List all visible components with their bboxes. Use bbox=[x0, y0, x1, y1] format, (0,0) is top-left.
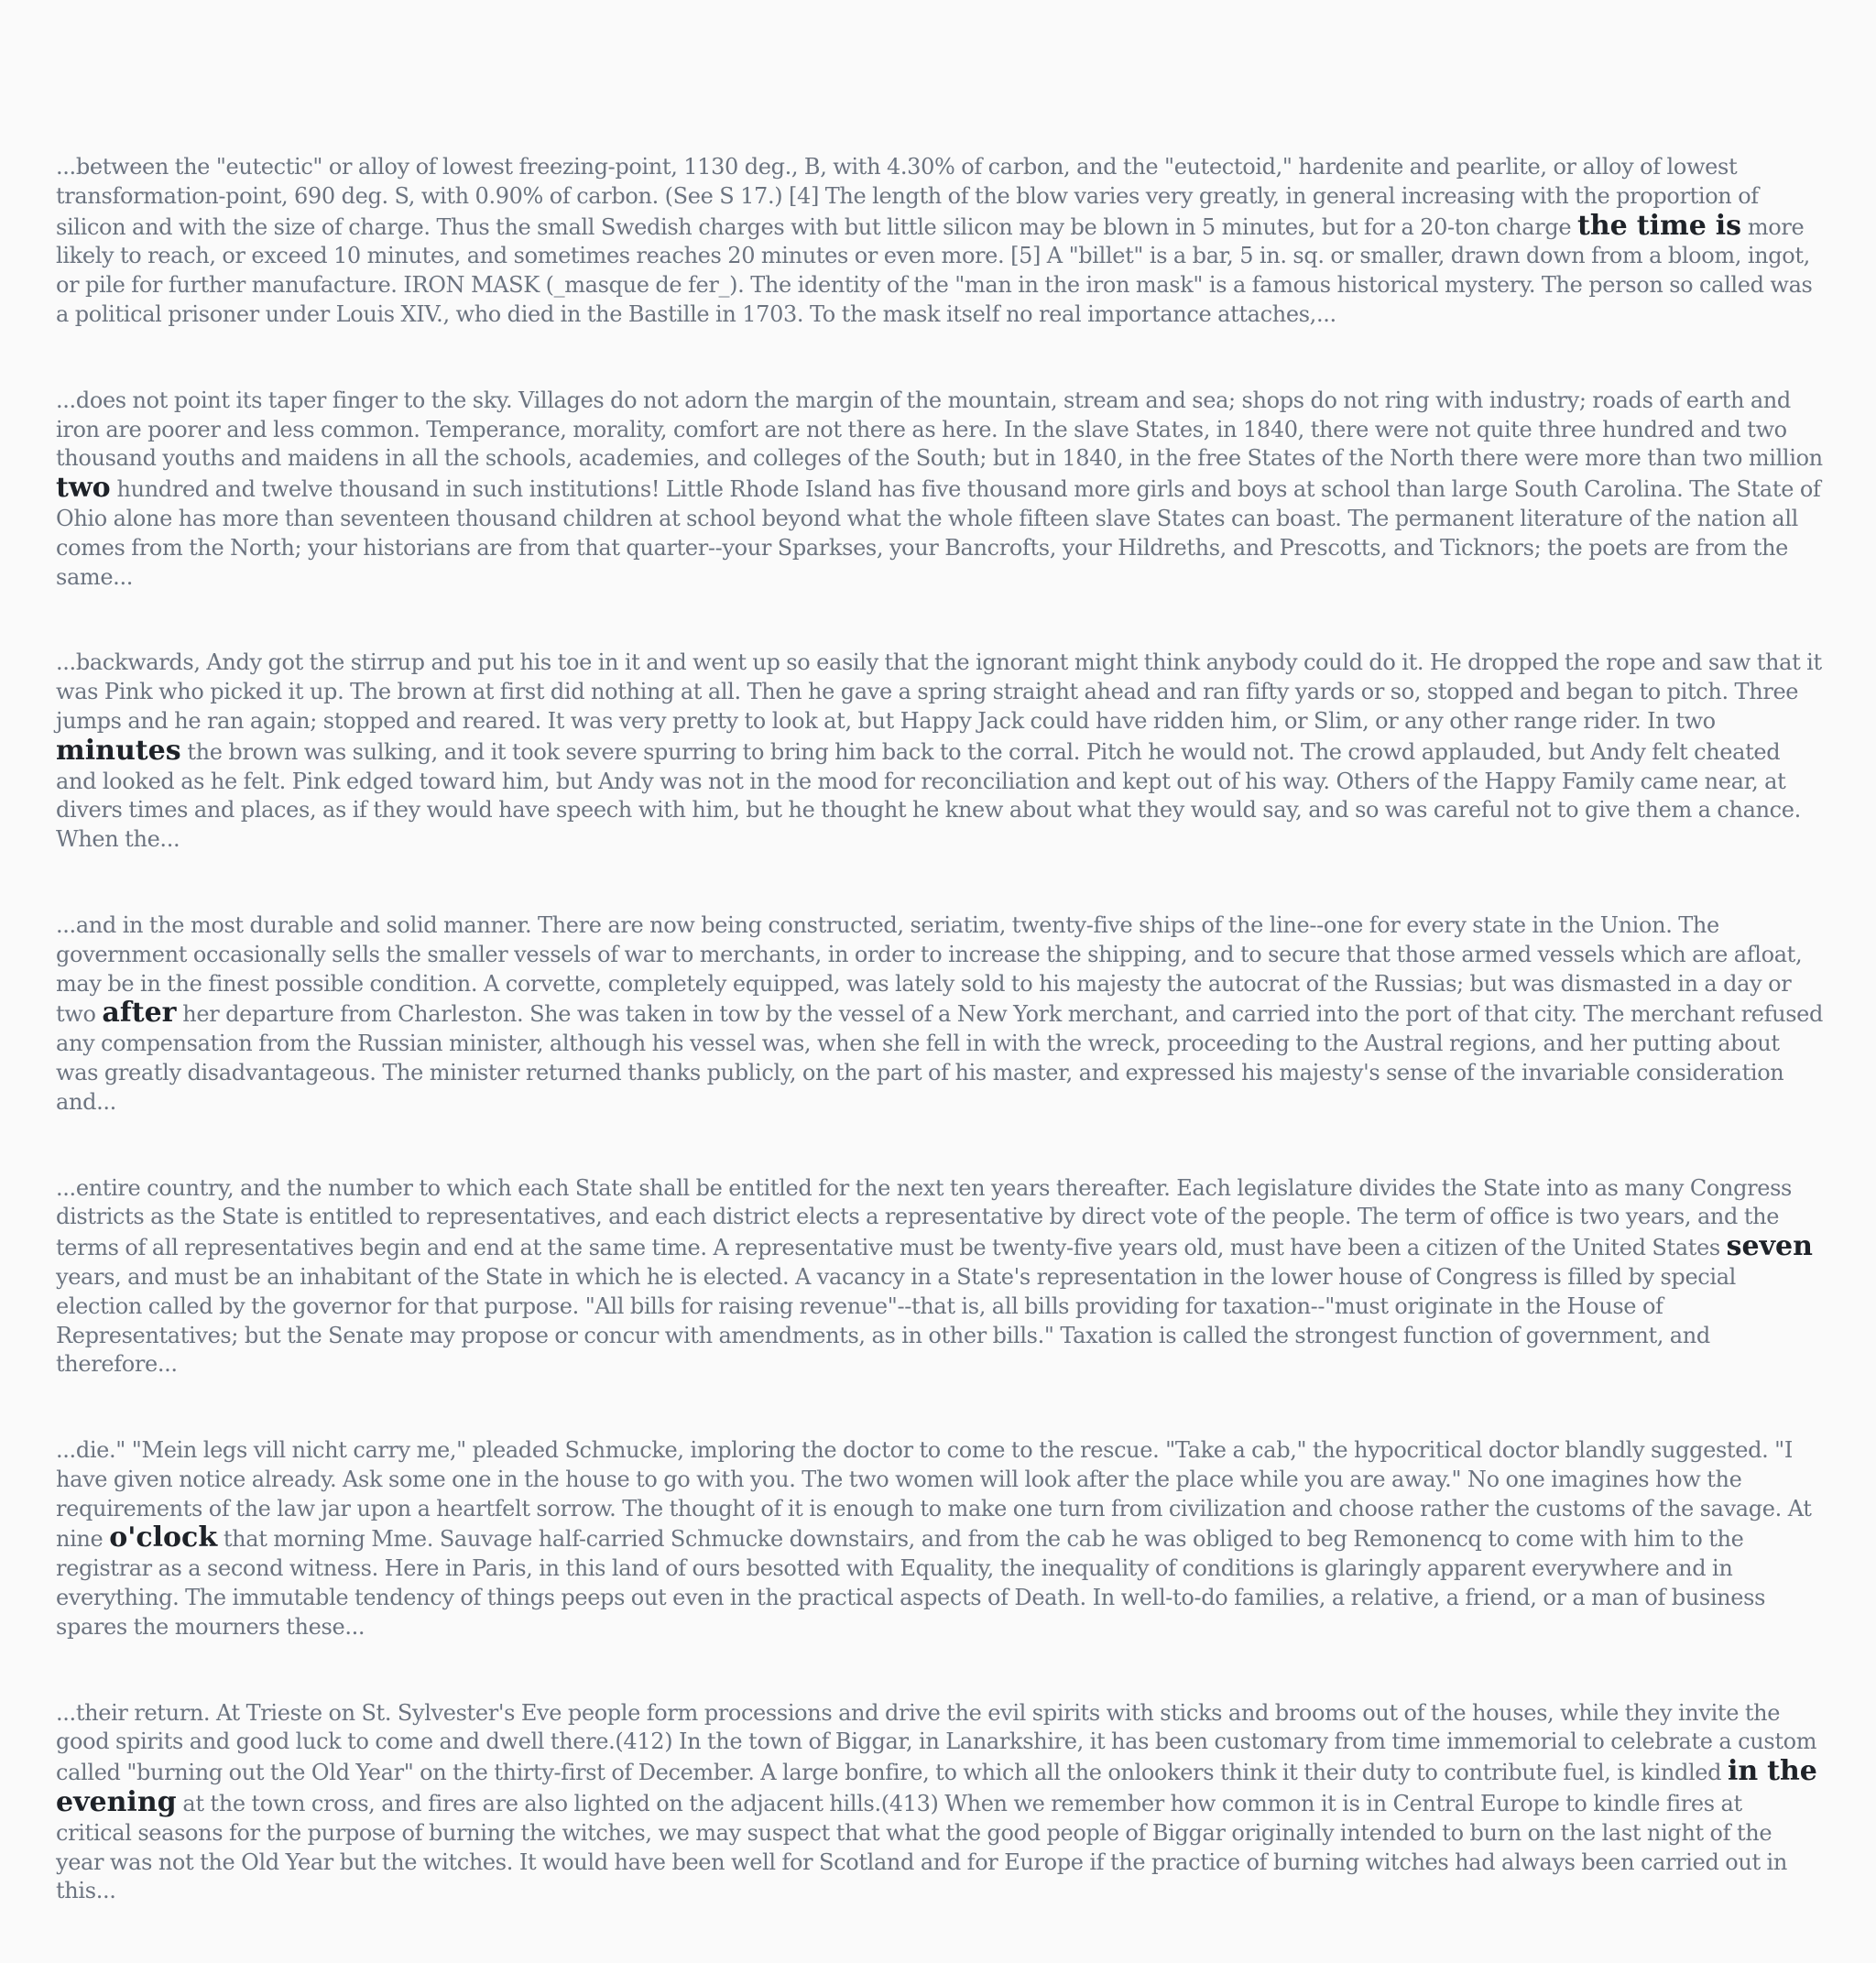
document-page bbox=[56, 153, 1824, 1963]
passage-text-before: ...backwards, Andy got the stirrup and put his toe in it and went up so easily that the ignorant might think anybody could do it. He dropped the rope and saw that it was Pink who picked it up. The brown at first did nothing at all. Then he gave a spring straight ahead and ran fifty yards or so, stopped and began to pitch. Three jumps and he ran again; stopped and reared. It was very pretty to look at, but Happy Jack could have ridden him, or Slim, or any other range rider. In two bbox=[56, 649, 1822, 734]
passage-text-before: ...and in the most durable and solid manner. There are now being constructed, seriatim, twenty-five ships of the line--one for every state in the Union. The government occasionally sells the smaller vessels of war to merchants, in order to increase the shipping, and to secure that those armed vessels which are afloat, may be in the finest possible condition. A corvette, completely equipped, was lately sold to his majesty the autocrat of the Russias; but was dismasted in a day or two bbox=[56, 911, 1803, 1028]
passage-7 bbox=[56, 1699, 1824, 1907]
passage-text-after: more likely to reach, or exceed 10 minutes, and sometimes reaches 20 minutes or even more. [5] A "billet" is a bar, 5 in. sq. or smaller, drawn down from a bloom, ingot, or pile for further manufacture. IRON MASK (_masque de fer_). The identity of the "man in the iron mask" is a famous historical mystery. The person so called was a political prisoner under Louis XIV., who died in the Bastille in 1703. To the mask itself no real importance attaches,... bbox=[56, 213, 1813, 327]
passage-6 bbox=[56, 1436, 1824, 1642]
highlighted-phrase: two bbox=[56, 472, 111, 505]
passage-text-after: years, and must be an inhabitant of the State in which he is elected. A vacancy in a State's representation in the lower house of Congress is filled by special election called by the governor for that purpose. "All bills for raising revenue"--that is, all bills providing for taxation--"must originate in the House of Representatives; but the Senate may propose or concur with amendments, as in other bills." Taxation is called the strongest function of government, and therefore... bbox=[56, 1263, 1736, 1378]
passage-text-before: ...entire country, and the number to which each State shall be entitled for the next ten years thereafter. Each legislature divides the State into as many Congress districts as the State is entitled to representatives, and each district elects a representative by direct vote of the people. The term of office is two years, and the terms of all representatives begin and end at the same time. A representative must be twenty-five years old, must have been a citizen of the United States bbox=[56, 1174, 1792, 1261]
passage-text-before: ...between the "eutectic" or alloy of lowest freezing-point, 1130 deg., B, with 4.30% of carbon, and the "eutectoid," hardenite and pearlite, or alloy of lowest transformation-point, 690 deg. S, with 0.90% of carbon. (See S 17.) [4] The length of the blow varies very greatly, in general increasing with the proportion of silicon and with the size of charge. Thus the small Swedish charges with but little silicon may be blown in 5 minutes, but for a 20-ton charge bbox=[56, 154, 1759, 240]
highlighted-phrase: after bbox=[102, 997, 177, 1030]
passage-1 bbox=[56, 153, 1824, 330]
passage-text-after: at the town cross, and fires are also lighted on the adjacent hills.(413) When we remember how common it is in Central Europe to kindle fires at critical seasons for the purpose of burning the witches, we may suspect that what the good people of Biggar originally intended to burn on the last night of the year was not the Old Year but the witches. It would have been well for Scotland and for Europe if the practice of burning witches had always been carried out in this... bbox=[56, 1791, 1787, 1904]
passage-3 bbox=[56, 649, 1824, 855]
highlighted-phrase: in the evening bbox=[56, 1755, 1817, 1819]
passage-text-before: ...their return. At Trieste on St. Sylvester's Eve people form processions and drive the evil spirits with sticks and brooms out of the houses, while they invite the good spirits and good luck to come and dwell there.(412) In the town of Biggar, in Lanarkshire, it has been customary from time immemorial to celebrate a custom called "burning out the Old Year" on the thirty-first of December. A large bonfire, to which all the onlookers think it their duty to contribute fuel, is kindled bbox=[56, 1699, 1817, 1786]
passage-text-after: her departure from Charleston. She was taken in tow by the vessel of a New York merchant, and carried into the port of that city. The merchant refused any compensation from the Russian minister, although his vessel was, when she fell in with the wreck, proceeding to the Austral regions, and her putting about was greatly disadvantageous. The minister returned thanks publicly, on the part of his master, and expressed his majesty's sense of the invariable consideration and... bbox=[56, 1001, 1824, 1115]
highlighted-phrase: the time is bbox=[1577, 209, 1742, 242]
highlighted-phrase: o'clock bbox=[109, 1521, 218, 1554]
passage-text-after: the brown was sulking, and it took severe spurring to bring him back to the corral. Pitch he would not. The crowd applauded, but Andy felt cheated and looked as he felt. Pink edged toward him, but Andy was not in the mood for reconciliation and kept out of his way. Others of the Happy Family came near, at divers times and places, as if they would have speech with him, but he thought he knew about what they would say, and so was careful not to give them a chance. When the... bbox=[56, 738, 1801, 853]
passage-text-before: ...die." "Mein legs vill nicht carry me," pleaded Schmucke, imploring the doctor to come to the rescue. "Take a cab," the hypocritical doctor blandly suggested. "I have given notice already. Ask some one in the house to go with you. The two women will look after the place while you are away." No one imagines how the requirements of the law jar upon a heartfelt sorrow. The thought of it is enough to make one turn from civilization and choose rather the customs of the savage. At nine bbox=[56, 1437, 1812, 1553]
passage-text-after: that morning Mme. Sauvage half-carried Schmucke downstairs, and from the cab he was obliged to beg Remonencq to come with him to the registrar as a second witness. Here in Paris, in this land of ours besotted with Equality, the inequality of conditions is glaringly apparent everywhere and in everything. The immutable tendency of things peeps out even in the practical aspects of Death. In well-to-do families, a relative, a friend, or a man of business spares the mourners these... bbox=[56, 1526, 1766, 1640]
passage-5 bbox=[56, 1174, 1824, 1380]
highlighted-phrase: minutes bbox=[56, 734, 181, 767]
highlighted-phrase: seven bbox=[1726, 1230, 1813, 1263]
passage-text-after: hundred and twelve thousand in such institutions! Little Rhode Island has five thousand more girls and boys at school than large South Carolina. The State of Ohio alone has more than seventeen thousand children at school beyond what the whole fifteen slave States can boast. The permanent literature of the nation all comes from the North; your historians are from that quarter--your Sparkses, your Bancrofts, your Hildreths, and Prescotts, and Ticknors; the poets are from the same... bbox=[56, 476, 1821, 590]
passage-2 bbox=[56, 387, 1824, 593]
passage-4 bbox=[56, 911, 1824, 1118]
passage-text-before: ...does not point its taper finger to the sky. Villages do not adorn the margin of the mountain, stream and sea; shops do not ring with industry; roads of earth and iron are poorer and less common. Temperance, morality, comfort are not there as here. In the slave States, in 1840, there were not quite three hundred and two thousand youths and maidens in all the schools, academies, and colleges of the South; but in 1840, in the free States of the North there were more than two million bbox=[56, 387, 1823, 472]
